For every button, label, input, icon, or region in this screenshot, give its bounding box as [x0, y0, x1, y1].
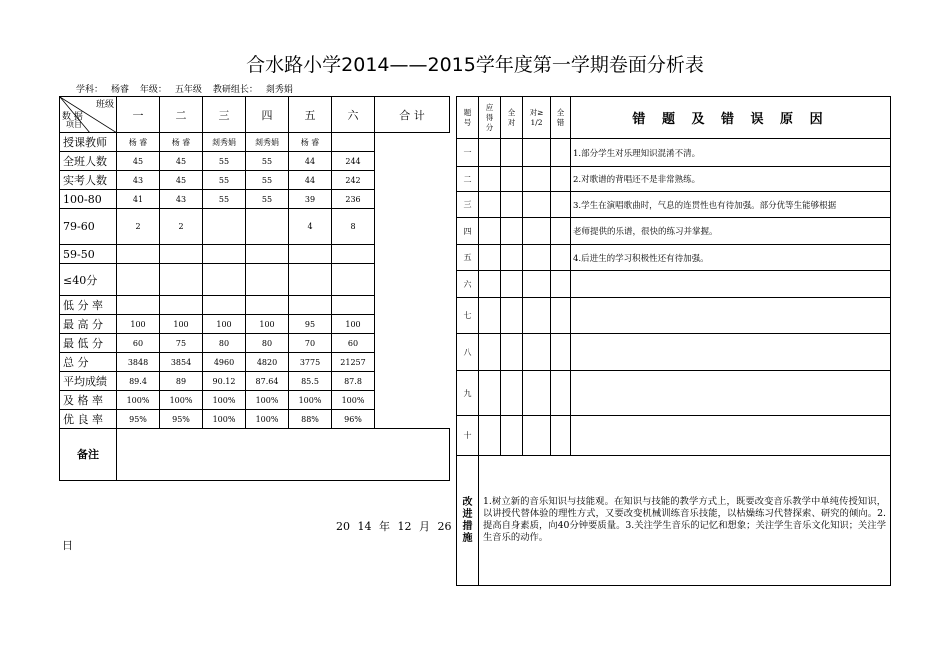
stats-cell: 100 — [160, 315, 203, 334]
score-count-cell — [551, 271, 571, 298]
score-count-cell — [523, 245, 551, 271]
score-count-cell — [501, 139, 523, 167]
meta-line — [76, 82, 301, 95]
note-cell — [117, 429, 450, 481]
score-count-cell — [551, 416, 571, 456]
stats-cell — [332, 296, 375, 315]
score-count-cell — [479, 298, 501, 334]
stats-cell: 87.64 — [246, 372, 289, 391]
stats-cell: 95% — [117, 410, 160, 429]
error-reason: 老师提供的乐谱，很快的练习并掌握。 — [571, 218, 891, 245]
stats-cell: 80 — [246, 334, 289, 353]
leader-label: 教研组长： — [212, 85, 258, 95]
error-reason — [571, 271, 891, 298]
score-count-cell — [501, 416, 523, 456]
all-correct-text: 全对 — [507, 107, 516, 127]
stats-cell — [332, 245, 375, 264]
stats-cell: 60 — [332, 334, 375, 353]
half-correct-header — [523, 97, 551, 139]
stats-cell: 242 — [332, 171, 375, 190]
measures-label — [457, 456, 479, 586]
stats-row — [60, 152, 450, 171]
stats-cell: 100% — [203, 391, 246, 410]
should-score-header — [479, 97, 501, 139]
stats-cell: 100% — [289, 391, 332, 410]
class-header: 五 — [289, 97, 332, 133]
stats-cell: 45 — [160, 171, 203, 190]
stats-cell: 55 — [203, 152, 246, 171]
stats-cell: 4960 — [203, 353, 246, 372]
stats-row — [60, 190, 450, 209]
all-correct-header — [501, 97, 523, 139]
row-label: 最 低 分 — [60, 334, 117, 353]
subject-label: 学科： — [76, 85, 104, 95]
measures-text: 1.树立新的音乐知识与技能观。在知识与技能的教学方式上，既要改变音乐教学中单纯传授知识，以讲授代替体验的理性方式，又要改变机械训练音乐技能，以枯燥练习代替探索、研究的倾向。2.提高自身素质，向40分钟要质量。3.关注学生音乐的记忆和想象；关注学生音乐文化知识；关注学生音乐的动作。 — [479, 456, 891, 586]
stats-cell — [332, 264, 375, 296]
stats-row — [60, 296, 450, 315]
stats-cell — [203, 296, 246, 315]
error-row — [457, 271, 891, 298]
half-correct-text: 对≥1/2 — [529, 107, 544, 127]
question-number: 二 — [457, 167, 479, 192]
stats-cell: 100 — [117, 315, 160, 334]
stats-cell: 100 — [332, 315, 375, 334]
score-count-cell — [551, 371, 571, 416]
row-label: 平均成绩 — [60, 372, 117, 391]
error-reason — [571, 371, 891, 416]
score-count-cell — [551, 167, 571, 192]
corner-header-cell — [60, 97, 117, 133]
stats-row — [60, 372, 450, 391]
stats-row — [60, 391, 450, 410]
stats-row — [60, 315, 450, 334]
score-count-cell — [479, 416, 501, 456]
class-header: 六 — [332, 97, 375, 133]
score-count-cell — [551, 218, 571, 245]
stats-cell: 100% — [246, 410, 289, 429]
stats-cell: 45 — [117, 152, 160, 171]
stats-row — [60, 171, 450, 190]
stats-cell: 41 — [117, 190, 160, 209]
score-stats-table — [59, 96, 450, 481]
stats-cell — [246, 209, 289, 245]
stats-cell: 39 — [289, 190, 332, 209]
score-count-cell — [479, 271, 501, 298]
score-count-cell — [501, 167, 523, 192]
row-label: 实考人数 — [60, 171, 117, 190]
error-analysis-table — [456, 96, 891, 586]
score-count-cell — [479, 334, 501, 371]
stats-cell: 89.4 — [117, 372, 160, 391]
stats-cell — [160, 245, 203, 264]
stats-cell: 85.5 — [289, 372, 332, 391]
stats-row — [60, 133, 450, 152]
stats-cell: 100% — [203, 410, 246, 429]
stats-cell: 杨 睿 — [160, 133, 203, 152]
score-count-cell — [501, 218, 523, 245]
error-reason: 2.对歌谱的背唱还不是非常熟练。 — [571, 167, 891, 192]
stats-cell: 55 — [246, 152, 289, 171]
stats-cell: 3775 — [289, 353, 332, 372]
score-count-cell — [479, 245, 501, 271]
score-count-cell — [523, 139, 551, 167]
score-count-cell — [479, 371, 501, 416]
score-count-cell — [523, 192, 551, 218]
score-count-cell — [523, 371, 551, 416]
class-header: 三 — [203, 97, 246, 133]
stats-cell: 55 — [203, 171, 246, 190]
row-label: 总 分 — [60, 353, 117, 372]
score-count-cell — [551, 245, 571, 271]
stats-cell: 2 — [160, 209, 203, 245]
class-header: 二 — [160, 97, 203, 133]
stats-cell: 55 — [246, 190, 289, 209]
question-number: 四 — [457, 218, 479, 245]
all-wrong-header — [551, 97, 571, 139]
stats-cell: 杨 睿 — [117, 133, 160, 152]
score-count-cell — [551, 139, 571, 167]
stats-cell: 3854 — [160, 353, 203, 372]
stats-cell: 90.12 — [203, 372, 246, 391]
row-label: 低 分 率 — [60, 296, 117, 315]
error-row — [457, 167, 891, 192]
stats-cell — [246, 245, 289, 264]
score-count-cell — [523, 416, 551, 456]
stats-cell — [117, 245, 160, 264]
stats-cell: 21257 — [332, 353, 375, 372]
stats-cell — [117, 296, 160, 315]
question-number: 十 — [457, 416, 479, 456]
stats-row — [60, 410, 450, 429]
row-label: 79-60 — [60, 209, 117, 245]
stats-cell: 100 — [246, 315, 289, 334]
stats-cell — [160, 264, 203, 296]
question-number: 九 — [457, 371, 479, 416]
stats-cell: 70 — [289, 334, 332, 353]
score-count-cell — [501, 298, 523, 334]
stats-cell: 4 — [289, 209, 332, 245]
stats-cell: 89 — [160, 372, 203, 391]
stats-cell: 100% — [117, 391, 160, 410]
stats-cell — [289, 264, 332, 296]
stats-cell: 剡秀娟 — [246, 133, 289, 152]
subject-value: 杨睿 — [111, 85, 130, 95]
class-header: 四 — [246, 97, 289, 133]
stats-cell: 75 — [160, 334, 203, 353]
row-label: 全班人数 — [60, 152, 117, 171]
stats-row — [60, 334, 450, 353]
row-label: 授课教师 — [60, 133, 117, 152]
stats-cell — [203, 245, 246, 264]
stats-row — [60, 264, 450, 296]
score-count-cell — [523, 271, 551, 298]
all-wrong-text: 全错 — [556, 107, 565, 127]
score-count-cell — [501, 192, 523, 218]
error-reason — [571, 298, 891, 334]
stats-cell: 236 — [332, 190, 375, 209]
stats-cell: 44 — [289, 171, 332, 190]
corner-data-label: 数 据 — [62, 112, 83, 122]
score-count-cell — [501, 371, 523, 416]
question-number: 三 — [457, 192, 479, 218]
score-count-cell — [551, 192, 571, 218]
total-header: 合 计 — [375, 97, 450, 133]
stats-cell — [289, 245, 332, 264]
score-count-cell — [479, 192, 501, 218]
stats-cell: 100% — [160, 391, 203, 410]
stats-cell: 244 — [332, 152, 375, 171]
score-count-cell — [501, 245, 523, 271]
stats-cell: 55 — [246, 171, 289, 190]
score-count-cell — [479, 167, 501, 192]
error-row — [457, 218, 891, 245]
question-num-header — [457, 97, 479, 139]
stats-cell: 剡秀娟 — [203, 133, 246, 152]
stats-cell — [160, 296, 203, 315]
stats-row — [60, 245, 450, 264]
stats-cell — [203, 209, 246, 245]
row-label: 优 良 率 — [60, 410, 117, 429]
class-header: 一 — [117, 97, 160, 133]
date-tail: 日 — [62, 539, 73, 552]
stats-cell: 96% — [332, 410, 375, 429]
score-count-cell — [479, 218, 501, 245]
stats-cell: 95% — [160, 410, 203, 429]
error-row — [457, 416, 891, 456]
error-row — [457, 298, 891, 334]
score-count-cell — [479, 139, 501, 167]
stats-cell: 4820 — [246, 353, 289, 372]
stats-cell: 2 — [117, 209, 160, 245]
stats-row — [60, 209, 450, 245]
stats-cell: 87.8 — [332, 372, 375, 391]
stats-cell: 100 — [203, 315, 246, 334]
question-number: 六 — [457, 271, 479, 298]
measures-label-text: 改进措施 — [462, 496, 473, 544]
stats-cell: 45 — [160, 152, 203, 171]
stats-cell: 杨 睿 — [289, 133, 332, 152]
row-label: ≤40分 — [60, 264, 117, 296]
stats-cell — [203, 264, 246, 296]
stats-cell: 3848 — [117, 353, 160, 372]
error-reason — [571, 334, 891, 371]
question-num-text: 题号 — [463, 107, 472, 127]
grade-label: 年级： — [139, 85, 167, 95]
stats-cell: 55 — [203, 190, 246, 209]
error-reason: 1.部分学生对乐理知识混淆不清。 — [571, 139, 891, 167]
error-row — [457, 371, 891, 416]
stats-cell: 100% — [246, 391, 289, 410]
row-label: 100-80 — [60, 190, 117, 209]
stats-cell: 60 — [117, 334, 160, 353]
note-label — [60, 429, 117, 481]
row-label: 最 高 分 — [60, 315, 117, 334]
stats-cell: 80 — [203, 334, 246, 353]
stats-cell: 88% — [289, 410, 332, 429]
stats-cell: 95 — [289, 315, 332, 334]
row-label: 59-50 — [60, 245, 117, 264]
error-reason-header: 错 题 及 错 误 原 因 — [571, 97, 891, 139]
leader-value: 剡秀娟 — [265, 85, 293, 95]
question-number: 七 — [457, 298, 479, 334]
error-reason: 3.学生在演唱歌曲时，气息的连贯性也有待加强。部分优等生能够根据 — [571, 192, 891, 218]
score-count-cell — [523, 167, 551, 192]
score-count-cell — [523, 334, 551, 371]
score-count-cell — [501, 271, 523, 298]
stats-cell — [289, 296, 332, 315]
error-reason: 4.后进生的学习积极性还有待加强。 — [571, 245, 891, 271]
stats-cell — [117, 264, 160, 296]
date-line: 20 14 年 12 月 26 — [336, 520, 452, 533]
stats-cell: 100% — [332, 391, 375, 410]
score-count-cell — [523, 218, 551, 245]
stats-cell — [246, 264, 289, 296]
error-row — [457, 334, 891, 371]
question-number: 一 — [457, 139, 479, 167]
score-count-cell — [523, 298, 551, 334]
grade-value: 五年级 — [174, 85, 202, 95]
stats-cell: 8 — [332, 209, 375, 245]
page-title: 合水路小学2014——2015学年度第一学期卷面分析表 — [246, 54, 704, 76]
question-number: 八 — [457, 334, 479, 371]
stats-cell — [332, 133, 375, 152]
score-count-cell — [501, 334, 523, 371]
score-count-cell — [551, 298, 571, 334]
stats-cell — [246, 296, 289, 315]
stats-row — [60, 353, 450, 372]
error-row — [457, 139, 891, 167]
error-row — [457, 245, 891, 271]
score-count-cell — [551, 334, 571, 371]
error-row — [457, 192, 891, 218]
corner-class-label: 班级 — [95, 100, 114, 110]
note-label-text: 备注 — [77, 447, 99, 461]
stats-cell: 44 — [289, 152, 332, 171]
error-reason — [571, 416, 891, 456]
should-score-text: 应得分 — [485, 102, 494, 132]
stats-cell: 43 — [117, 171, 160, 190]
corner-item-label: 项目 — [66, 120, 82, 129]
question-number: 五 — [457, 245, 479, 271]
stats-cell: 43 — [160, 190, 203, 209]
row-label: 及 格 率 — [60, 391, 117, 410]
